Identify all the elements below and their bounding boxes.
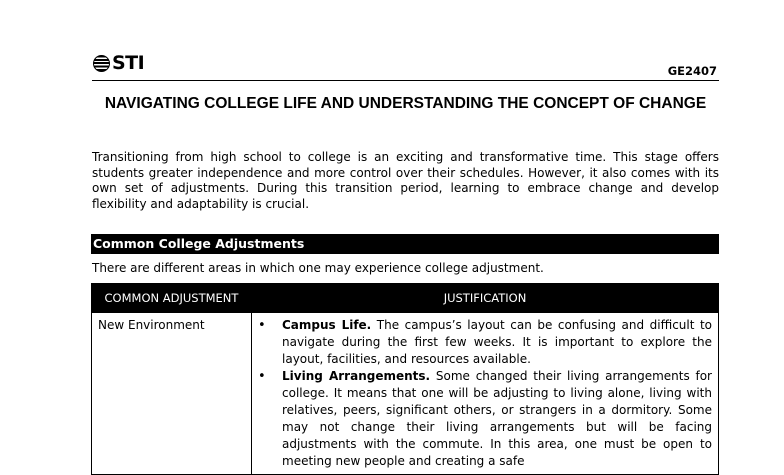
adjustment-table [91,283,719,475]
intro-paragraph: Transitioning from high school to college is an exciting and transformative time. This stage offers students greater independence and more control over their schedules. However, it also comes with its own set of adjustments. During this transition period, learning to embrace change and develop flexibility and adaptability is crucial. [92,150,719,211]
item-term: Campus Life. [282,318,372,332]
item-text: Some changed their living arrangements for college. It means that one will be adjusting to living alone, living with relatives, peers, significant others, or strangers in a dormitory. Some may not change their living arrangements but will be facing adjustments with the commute. In this area, one must be open to meeting new people and creating a safe [282,369,712,468]
table-header-row [92,284,719,313]
logo-text: STI [112,52,145,74]
column-header-adjustment: COMMON ADJUSTMENT [92,284,252,313]
item-term: Living Arrangements. [282,369,431,383]
sti-logo [93,52,144,74]
globe-icon [93,55,110,72]
section-heading: Common College Adjustments [91,234,719,254]
adjustment-cell: New Environment [92,313,252,475]
column-header-justification: JUSTIFICATION [252,284,719,313]
justification-list [258,317,712,470]
list-item [282,317,712,368]
section-lead: There are different areas in which one may experience college adjustment. [92,261,544,275]
justification-cell [252,313,719,475]
course-code: GE2407 [667,64,717,78]
list-item [282,368,712,470]
header-divider [92,80,719,81]
table-row [92,313,719,475]
page-title: NAVIGATING COLLEGE LIFE AND UNDERSTANDING THE CONCEPT OF CHANGE [104,95,707,112]
item-text: The campus’s layout can be confusing and difficult to navigate during the first few weeks. It is important to explore the layout, facilities, and resources available. [282,318,712,366]
